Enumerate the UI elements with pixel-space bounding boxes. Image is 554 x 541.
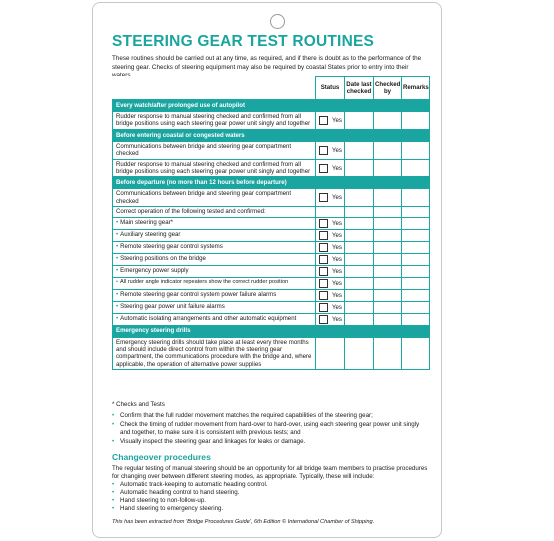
table-row [113, 229, 430, 241]
remarks-cell[interactable] [402, 337, 430, 370]
remarks-cell[interactable] [402, 189, 430, 207]
date-cell[interactable] [345, 265, 374, 277]
row-label: Rudder response to manual steering checked and confirmed from all bridge positions using each steering gear power unit singly and together [113, 112, 316, 130]
table-header [113, 77, 430, 100]
header-status: Status [316, 77, 345, 100]
yes-label: Yes [332, 279, 342, 287]
checks-and-tests-notes [112, 401, 430, 446]
list-item: • Visually inspect the steering gear and linkages for leaks or damage. [112, 438, 430, 446]
remarks-cell[interactable] [402, 141, 430, 159]
status-cell [316, 229, 345, 241]
remarks-cell[interactable] [402, 159, 430, 177]
status-cell [316, 289, 345, 301]
header-remarks: Remarks [402, 77, 430, 100]
remarks-cell[interactable] [402, 229, 430, 241]
list-item: • Confirm that the full rudder movement matches the required capabilities of the steering gear; [112, 412, 430, 420]
yes-label: Yes [332, 315, 342, 323]
page-title: STEERING GEAR TEST ROUTINES [112, 33, 375, 50]
status-cell [316, 277, 345, 289]
checked-by-cell[interactable] [374, 253, 402, 265]
status-cell [316, 265, 345, 277]
yes-label: Yes [332, 267, 342, 275]
remarks-cell[interactable] [402, 265, 430, 277]
date-cell[interactable] [345, 217, 374, 229]
date-cell[interactable] [345, 241, 374, 253]
list-item: • Automatic heading control to hand steering. [112, 489, 430, 497]
row-label: Rudder response to manual steering checked and confirmed from all bridge positions using each steering gear power unit singly and together [113, 159, 316, 177]
section-departure [113, 177, 430, 189]
date-cell[interactable] [345, 313, 374, 325]
date-cell[interactable] [345, 159, 374, 177]
yes-label: Yes [332, 194, 342, 202]
section-coastal [113, 129, 430, 141]
yes-label: Yes [332, 291, 342, 299]
status-cell [316, 141, 345, 159]
yes-checkbox[interactable] [319, 267, 328, 276]
header-date-last-checked: Date last checked [345, 77, 374, 100]
table-row [113, 313, 430, 325]
table-row [113, 241, 430, 253]
table-row [113, 217, 430, 229]
yes-label: Yes [332, 219, 342, 227]
yes-checkbox[interactable] [319, 303, 328, 312]
status-cell [316, 313, 345, 325]
notes-list [112, 412, 430, 446]
status-cell [316, 253, 345, 265]
row-label: Emergency steering drills should take place at least every three months and should include direct control from within the steering gear compartment, the communications procedure with the bridge and, where applicable, the operation of alternative power supplies [113, 337, 316, 370]
checked-by-cell[interactable] [374, 217, 402, 229]
row-label: Correct operation of the following tested and confirmed: [113, 207, 316, 217]
checked-by-cell[interactable] [374, 277, 402, 289]
date-cell[interactable] [345, 253, 374, 265]
row-label: • Remote steering gear control systems [113, 241, 316, 253]
table-row [113, 337, 430, 370]
punch-hole [270, 14, 285, 29]
yes-checkbox[interactable] [319, 315, 328, 324]
table-row [113, 112, 430, 130]
section-label: Emergency steering drills [113, 325, 430, 337]
row-label: • Remote steering gear control system power failure alarms [113, 289, 316, 301]
date-cell[interactable] [345, 289, 374, 301]
table-row [113, 189, 430, 207]
row-label: • Steering positions on the bridge [113, 253, 316, 265]
status-cell [316, 159, 345, 177]
yes-checkbox[interactable] [319, 291, 328, 300]
row-label: • Main steering gear* [113, 217, 316, 229]
yes-checkbox[interactable] [319, 219, 328, 228]
remarks-cell[interactable] [402, 253, 430, 265]
row-label: • Auxiliary steering gear [113, 229, 316, 241]
checked-by-cell[interactable] [374, 265, 402, 277]
checked-by-cell[interactable] [374, 229, 402, 241]
yes-label: Yes [332, 303, 342, 311]
yes-checkbox[interactable] [319, 243, 328, 252]
yes-checkbox[interactable] [319, 255, 328, 264]
checklist-table [112, 76, 430, 370]
checked-by-cell[interactable] [374, 241, 402, 253]
source-footer: This has been extracted from 'Bridge Procedures Guide', 6th Edition © International Chamber of Shipping. [112, 519, 375, 525]
table-row [113, 207, 430, 217]
status-cell[interactable] [316, 337, 345, 370]
row-label: • Steering gear power unit failure alarms [113, 301, 316, 313]
yes-checkbox[interactable] [319, 193, 328, 202]
checked-by-cell[interactable] [374, 301, 402, 313]
yes-checkbox[interactable] [319, 164, 328, 173]
date-cell[interactable] [345, 141, 374, 159]
yes-label: Yes [332, 231, 342, 239]
remarks-cell[interactable] [402, 112, 430, 130]
yes-checkbox[interactable] [319, 231, 328, 240]
row-label: • All rudder angle indicator repeaters show the correct rudder position [113, 277, 316, 289]
row-label: Communications between bridge and steering gear compartment checked [113, 189, 316, 207]
date-cell[interactable] [345, 337, 374, 370]
date-cell[interactable] [345, 301, 374, 313]
changeover-title: Changeover procedures [112, 452, 211, 462]
section-drills [113, 325, 430, 337]
remarks-cell[interactable] [402, 313, 430, 325]
changeover-body: The regular testing of manual steering should be an opportunity for all bridge team members to practise procedures for changing over between different steering modes, as appropriate. Typically, these will include: [112, 465, 428, 481]
row-label: • Emergency power supply [113, 265, 316, 277]
list-item: • Automatic track-keeping to automatic heading control. [112, 481, 430, 489]
table-row [113, 265, 430, 277]
date-cell[interactable] [345, 277, 374, 289]
yes-label: Yes [332, 117, 342, 125]
checked-by-cell[interactable] [374, 189, 402, 207]
changeover-list [112, 481, 430, 513]
yes-checkbox[interactable] [319, 279, 328, 288]
table-row [113, 141, 430, 159]
yes-checkbox[interactable] [319, 116, 328, 125]
row-label: • Automatic isolating arrangements and other automatic equipment [113, 313, 316, 325]
section-every-watch [113, 100, 430, 112]
checked-by-cell[interactable] [374, 289, 402, 301]
table-row [113, 253, 430, 265]
remarks-cell[interactable] [402, 277, 430, 289]
checked-by-cell[interactable] [374, 313, 402, 325]
header-checked-by: Checked by [374, 77, 402, 100]
table-row [113, 289, 430, 301]
section-label: Before entering coastal or congested waters [113, 129, 430, 141]
header-blank [113, 77, 316, 100]
list-item: • Hand steering to non-follow-up. [112, 497, 430, 505]
yes-label: Yes [332, 243, 342, 251]
table-row [113, 301, 430, 313]
yes-label: Yes [332, 146, 342, 154]
table-row [113, 277, 430, 289]
status-cell [316, 189, 345, 207]
remarks-cell[interactable] [402, 289, 430, 301]
yes-label: Yes [332, 164, 342, 172]
checked-by-cell[interactable] [374, 141, 402, 159]
status-cell [316, 241, 345, 253]
date-cell[interactable] [345, 112, 374, 130]
list-item: • Hand steering to emergency steering. [112, 505, 430, 513]
intro-text: These routines should be carried out at any time, as required, and if there is doubt as to the performance of the steering gear. Checks of steering equipment may also be required by coastal States prior to entry into their [112, 55, 422, 71]
yes-checkbox[interactable] [319, 146, 328, 155]
status-cell [316, 217, 345, 229]
date-cell[interactable] [345, 229, 374, 241]
row-label: Communications between bridge and steering gear compartment checked [113, 141, 316, 159]
remarks-cell[interactable] [402, 241, 430, 253]
list-item: • Check the timing of rudder movement from hard-over to hard-over, using each steering gear power unit singly and together, to make sure it is consistent with previous tests; and [112, 421, 430, 438]
status-cell [316, 112, 345, 130]
notes-heading: * Checks and Tests [112, 401, 165, 408]
checked-by-cell[interactable] [374, 112, 402, 130]
date-cell[interactable] [345, 189, 374, 207]
table-row [113, 159, 430, 177]
remarks-cell[interactable] [402, 301, 430, 313]
section-label: Before departure (no more than 12 hours before departure) [113, 177, 430, 189]
section-label: Every watch/after prolonged use of autopilot [113, 100, 430, 112]
status-cell [316, 301, 345, 313]
changeover-section [112, 465, 430, 514]
checked-by-cell[interactable] [374, 159, 402, 177]
checked-by-cell[interactable] [374, 337, 402, 370]
yes-label: Yes [332, 255, 342, 263]
remarks-cell[interactable] [402, 217, 430, 229]
